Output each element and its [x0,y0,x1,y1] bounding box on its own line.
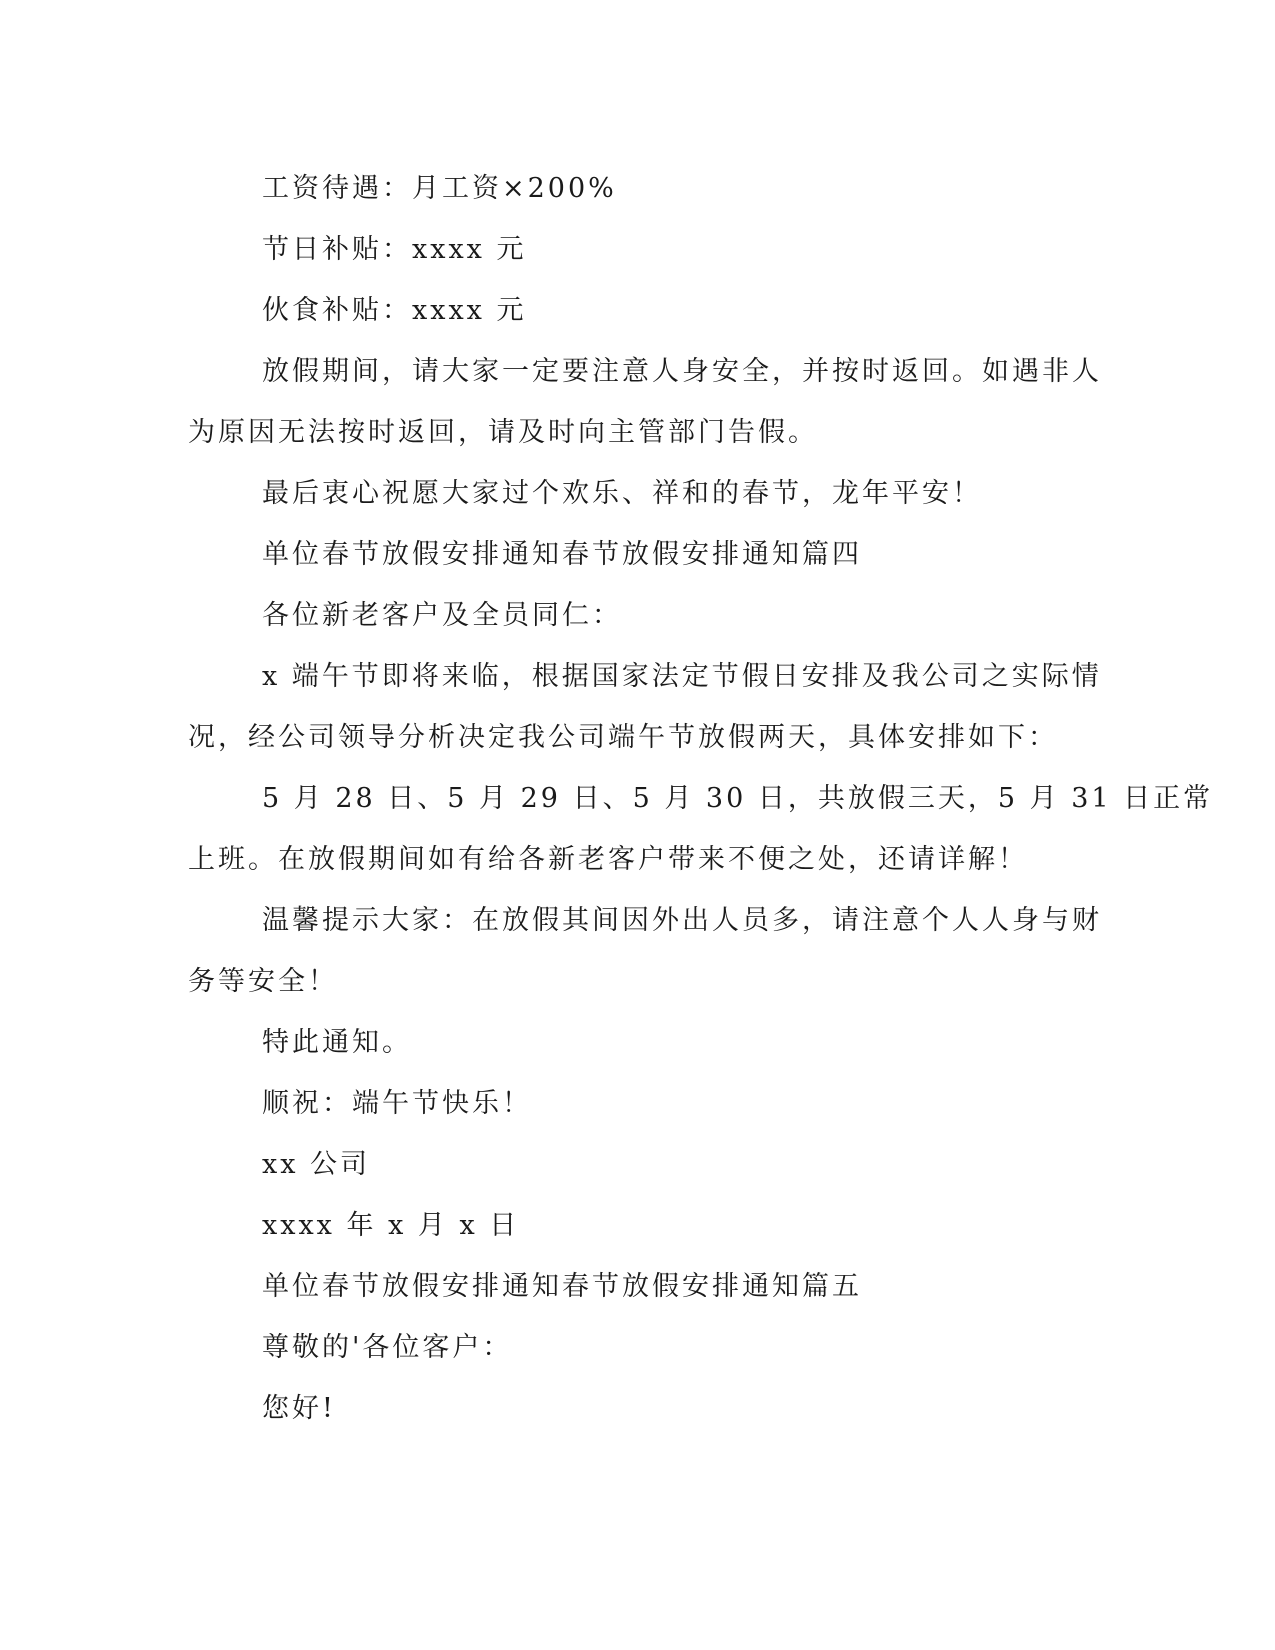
salutation-5: 尊敬的'各位客户： [262,1332,513,1363]
date-line: xxxx 年 x 月 x 日 [262,1210,520,1241]
salary-line: 工资待遇：月工资×200% [262,173,617,204]
schedule-paragraph-line-1: 5 月 28 日、5 月 29 日、5 月 30 日，共放假三天，5 月 31 日正常 [262,783,1214,814]
safety-paragraph-line-1: 放假期间，请大家一定要注意人身安全，并按时返回。如遇非人 [262,356,1102,387]
wishes-line: 最后衷心祝愿大家过个欢乐、祥和的春节，龙年平安！ [262,478,982,509]
notice-line: 特此通知。 [262,1027,412,1058]
document-body [188,158,1214,1439]
meal-allowance-line: 伙食补贴：xxxx 元 [262,295,527,326]
schedule-paragraph-line-2: 上班。在放假期间如有给各新老客户带来不便之处，还请详解！ [188,844,1028,875]
hello-line: 您好! [262,1393,336,1424]
dragon-boat-paragraph-line-1: x 端午节即将来临，根据国家法定节假日安排及我公司之实际情 [262,661,1102,692]
greeting-line: 顺祝：端午节快乐！ [262,1088,532,1119]
company-name: xx 公司 [262,1149,371,1180]
dragon-boat-paragraph-line-2: 况，经公司领导分析决定我公司端午节放假两天，具体安排如下： [188,722,1058,753]
reminder-paragraph-line-2: 务等安全！ [188,966,338,997]
section-heading-4: 单位春节放假安排通知春节放假安排通知篇四 [262,539,862,570]
salutation-4: 各位新老客户及全员同仁： [262,600,622,631]
section-heading-5: 单位春节放假安排通知春节放假安排通知篇五 [262,1271,862,1302]
holiday-allowance-line: 节日补贴：xxxx 元 [262,234,527,265]
safety-paragraph-line-2: 为原因无法按时返回，请及时向主管部门告假。 [188,417,818,448]
reminder-paragraph-line-1: 温馨提示大家：在放假其间因外出人员多，请注意个人人身与财 [262,905,1102,936]
